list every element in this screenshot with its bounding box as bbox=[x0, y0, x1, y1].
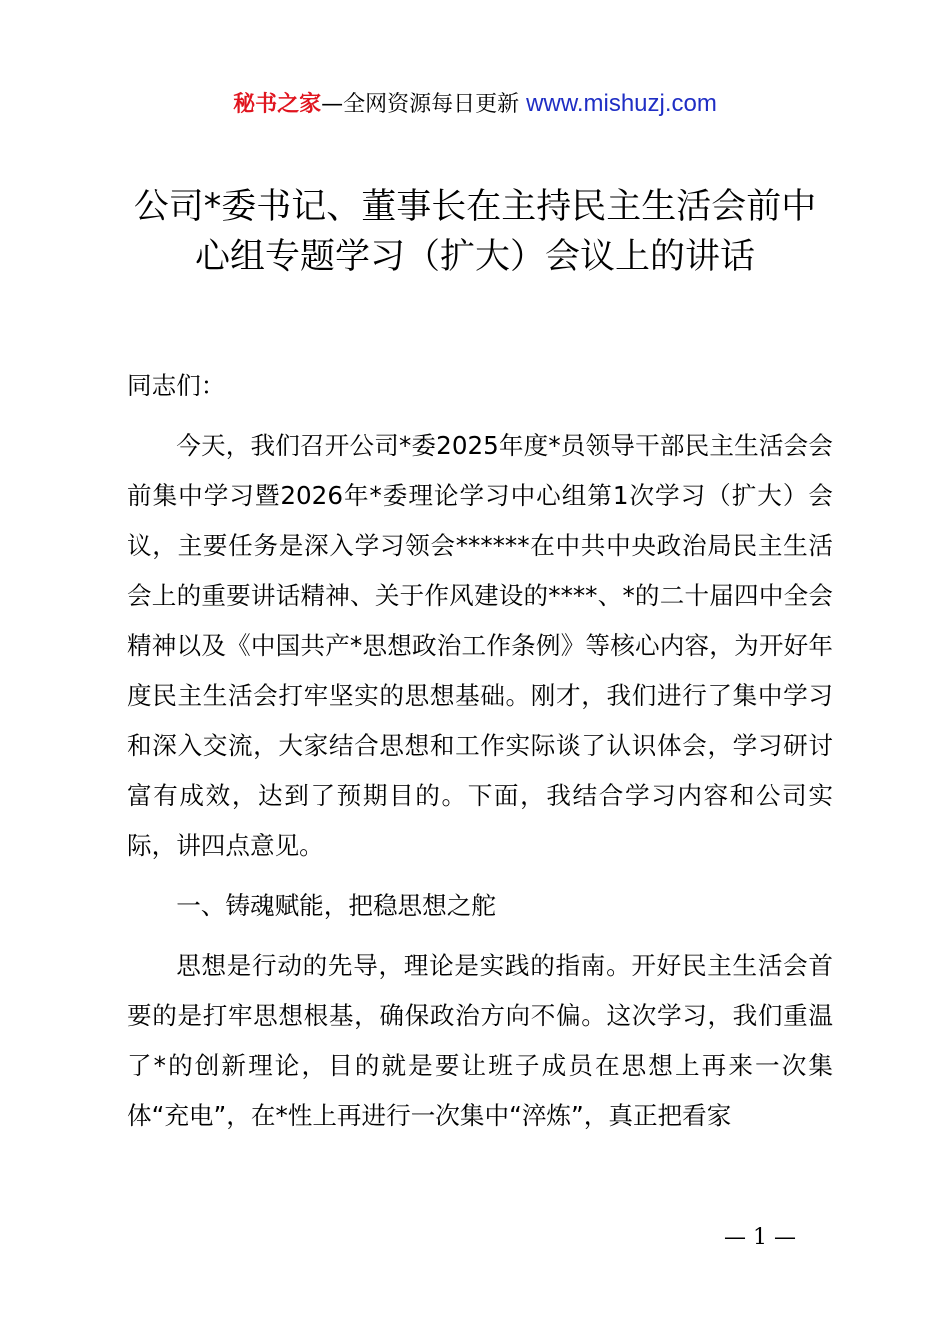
body-paragraph: 思想是行动的先导，理论是实践的指南。开好民主生活会首要的是打牢思想根基，确保政治方向不偏。这次学习，我们重温了*的创新理论，目的就是要让班子成员在思想上再来一次集体“充电”，在*性上再进行一次集中“淬炼”，真正把看家 bbox=[127, 951, 833, 1130]
salutation: 同志们： bbox=[127, 371, 226, 400]
site-url-link[interactable]: www.mishuzj.com bbox=[526, 90, 717, 117]
brand-name: 秘书之家 bbox=[233, 92, 322, 117]
site-tagline: —全网资源每日更新 bbox=[321, 92, 520, 117]
body-paragraph: 今天，我们召开公司*委2025年度*员领导干部民主生活会会前集中学习暨2026年*委理论学习中心组第1次学习（扩大）会议，主要任务是深入学习领会******在中共中央政治局民主生活会上的重要讲话精神、关于作风建设的****、*的二十届四中全会精神以及《中国共产*思想政治工作条例》等核心内容，为开好年度民主生活会打牢坚实的思想基础。刚才，我们进行了集中学习和深入交流，大家结合思想和工作实际谈了认识体会，学习研讨富有成效，达到了预期目的。下面，我结合学习内容和公司实际，讲四点意见。 bbox=[127, 431, 833, 860]
document-title-line-2: 心组专题学习（扩大）会议上的讲话 bbox=[194, 237, 755, 277]
page-number: — 1 — bbox=[724, 1225, 796, 1250]
document-body bbox=[127, 361, 833, 1141]
section-heading: 一、铸魂赋能，把稳思想之舵 bbox=[176, 891, 496, 920]
document-title-line-1: 公司*委书记、董事长在主持民主生活会前中 bbox=[133, 187, 817, 227]
document-title bbox=[110, 182, 840, 282]
site-header bbox=[0, 88, 950, 121]
